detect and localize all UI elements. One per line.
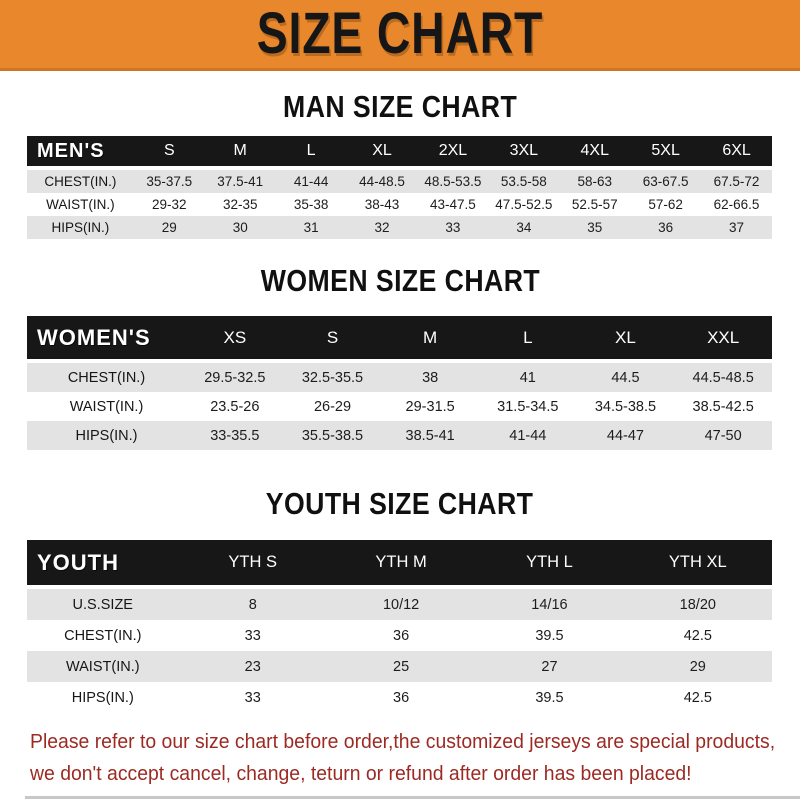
- size-column-header: L: [276, 136, 347, 168]
- youth-table-head: [27, 540, 772, 587]
- size-value: 58-63: [577, 174, 612, 189]
- size-value: 23.5-26: [210, 398, 260, 415]
- size-column-header: XS: [186, 316, 284, 361]
- size-value: 34.5-38.5: [594, 398, 657, 415]
- row-label: WAIST(IN.): [65, 658, 140, 675]
- section-title-text: YOUTH SIZE CHART: [266, 486, 534, 521]
- size-column-header: 6XL: [701, 136, 772, 168]
- size-value: 35-38: [293, 197, 329, 212]
- size-value: 29: [689, 658, 706, 675]
- women-table-body: [27, 361, 772, 450]
- size-column-header: S: [134, 136, 205, 168]
- size-value: 8: [248, 596, 257, 613]
- men-table-body: [27, 168, 772, 239]
- size-value: 31: [303, 220, 319, 235]
- table-row: [27, 620, 772, 651]
- size-value: 48.5-53.5: [424, 174, 482, 189]
- row-label: U.S.SIZE: [72, 596, 133, 613]
- size-value: 36: [658, 220, 674, 235]
- size-value: 47-50: [704, 427, 742, 444]
- table-row: [27, 168, 772, 193]
- size-value: 32.5-35.5: [301, 369, 364, 386]
- size-value: 33: [244, 689, 261, 706]
- row-label: HIPS(IN.): [51, 220, 110, 235]
- size-column-header: YTH L: [475, 540, 623, 587]
- size-column-header: XL: [577, 316, 675, 361]
- size-value: 67.5-72: [713, 174, 760, 189]
- size-value: 42.5: [683, 689, 712, 706]
- size-value: 36: [393, 627, 410, 644]
- table-row: [27, 587, 772, 620]
- size-value: 38-43: [364, 197, 400, 212]
- banner-title: SIZE CHART: [256, 1, 544, 66]
- row-label: WAIST(IN.): [46, 197, 115, 212]
- row-label: CHEST(IN.): [44, 174, 117, 189]
- size-column-header: 2XL: [417, 136, 488, 168]
- size-value: 62-66.5: [713, 197, 760, 212]
- size-value: 57-62: [648, 197, 683, 212]
- size-value: 29: [161, 220, 177, 235]
- size-value: 36: [393, 689, 410, 706]
- size-value: 10/12: [382, 596, 420, 613]
- men-table-head: [27, 136, 772, 168]
- table-row: [27, 361, 772, 392]
- size-value: 43-47.5: [430, 197, 476, 212]
- size-column-header: YTH XL: [624, 540, 772, 587]
- size-value: 39.5: [535, 627, 564, 644]
- header-row: [27, 540, 772, 587]
- disclaimer: [30, 726, 800, 790]
- size-value: 53.5-58: [500, 174, 547, 189]
- row-label: HIPS(IN.): [71, 689, 134, 706]
- table-row: [27, 421, 772, 450]
- table-group-label: YOUTH: [27, 540, 179, 587]
- size-value: 29.5-32.5: [204, 369, 266, 386]
- size-value: 33-35.5: [210, 427, 260, 444]
- table-row: [27, 651, 772, 682]
- size-value: 32-35: [222, 197, 258, 212]
- size-column-header: L: [479, 316, 577, 361]
- size-value: 41-44: [293, 174, 329, 189]
- table-group-label: MEN'S: [27, 136, 134, 168]
- size-column-header: YTH S: [179, 540, 327, 587]
- size-value: 35.5-38.5: [301, 427, 364, 444]
- disclaimer-line-2: we don't accept cancel, change, teturn or refund after order has been placed!: [30, 763, 692, 785]
- size-value: 35-37.5: [146, 174, 193, 189]
- disclaimer-line-1: Please refer to our size chart before order,the customized jerseys are special products,: [30, 731, 776, 753]
- size-value: 33: [244, 627, 261, 644]
- size-value: 23: [244, 658, 261, 675]
- size-value: 38.5-42.5: [692, 398, 754, 415]
- youth-size-table: [27, 540, 772, 713]
- size-column-header: XL: [347, 136, 418, 168]
- table-group-label: WOMEN'S: [27, 316, 186, 361]
- youth-section-title: [0, 488, 800, 519]
- size-value: 37: [729, 220, 745, 235]
- table-row: [27, 392, 772, 421]
- size-column-header: XXL: [674, 316, 772, 361]
- size-chart-sections: [0, 91, 800, 713]
- bottom-edge-line: [25, 796, 800, 799]
- men-size-section: [0, 91, 800, 239]
- men-size-table: [27, 136, 772, 239]
- size-value: 32: [374, 220, 390, 235]
- size-column-header: 4XL: [559, 136, 630, 168]
- women-table-head: [27, 316, 772, 361]
- row-label: HIPS(IN.): [75, 427, 138, 444]
- size-value: 30: [232, 220, 248, 235]
- size-value: 63-67.5: [642, 174, 689, 189]
- size-value: 38.5-41: [405, 427, 455, 444]
- size-value: 25: [393, 658, 410, 675]
- size-column-header: YTH M: [327, 540, 475, 587]
- size-value: 33: [445, 220, 461, 235]
- size-value: 38: [422, 369, 439, 386]
- men-section-title: [0, 91, 800, 122]
- size-value: 47.5-52.5: [495, 197, 553, 212]
- header-row: [27, 316, 772, 361]
- size-value: 27: [541, 658, 558, 675]
- women-size-table: [27, 316, 772, 450]
- row-label: WAIST(IN.): [69, 398, 144, 415]
- size-value: 37.5-41: [217, 174, 264, 189]
- size-value: 18/20: [679, 596, 716, 613]
- header-row: [27, 136, 772, 168]
- size-column-header: M: [381, 316, 479, 361]
- size-value: 44-48.5: [359, 174, 405, 189]
- size-value: 44-47: [606, 427, 644, 444]
- table-row: [27, 682, 772, 713]
- size-value: 42.5: [683, 627, 712, 644]
- size-value: 44.5: [611, 369, 640, 386]
- size-value: 14/16: [531, 596, 568, 613]
- table-row: [27, 216, 772, 239]
- size-value: 31.5-34.5: [497, 398, 559, 415]
- size-chart-banner: [0, 0, 800, 71]
- table-row: [27, 193, 772, 216]
- size-column-header: 3XL: [488, 136, 559, 168]
- size-column-header: S: [284, 316, 382, 361]
- women-section-title: [0, 265, 800, 296]
- women-size-section: [0, 265, 800, 450]
- size-value: 29-31.5: [405, 398, 455, 415]
- size-value: 29-32: [152, 197, 187, 212]
- youth-size-section: [0, 488, 800, 713]
- size-value: 41: [519, 369, 536, 386]
- youth-table-body: [27, 587, 772, 713]
- section-title-text: MAN SIZE CHART: [282, 89, 518, 124]
- size-value: 52.5-57: [571, 197, 618, 212]
- size-value: 39.5: [535, 689, 564, 706]
- size-value: 41-44: [509, 427, 547, 444]
- row-label: CHEST(IN.): [67, 369, 146, 386]
- size-value: 44.5-48.5: [692, 369, 754, 386]
- size-column-header: 5XL: [630, 136, 701, 168]
- size-value: 34: [516, 220, 532, 235]
- row-label: CHEST(IN.): [64, 627, 142, 644]
- size-value: 35: [587, 220, 603, 235]
- size-column-header: M: [205, 136, 276, 168]
- section-title-text: WOMEN SIZE CHART: [260, 263, 540, 298]
- size-value: 26-29: [313, 398, 352, 415]
